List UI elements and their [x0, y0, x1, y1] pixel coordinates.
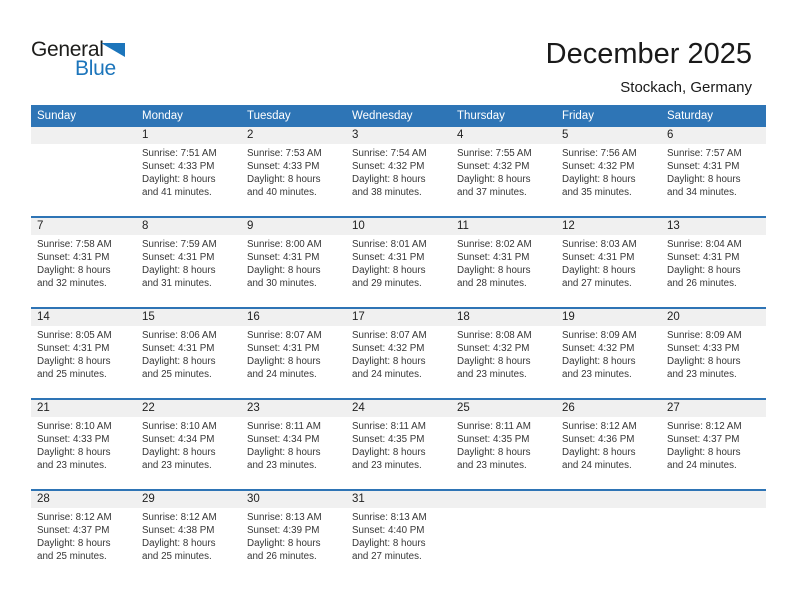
sunset-text: Sunset: 4:32 PM: [352, 161, 425, 172]
calendar-table: [31, 105, 766, 580]
day-number: 12: [562, 220, 575, 232]
sunset-text: Sunset: 4:33 PM: [247, 161, 320, 172]
daylight-text-line1: Daylight: 8 hours: [457, 265, 531, 276]
day-number: 11: [457, 220, 469, 232]
calendar-weeks: [31, 127, 766, 580]
daylight-text-line1: Daylight: 8 hours: [247, 174, 321, 185]
daylight-text-line2: and 26 minutes.: [667, 278, 737, 289]
sunrise-text: Sunrise: 7:54 AM: [352, 148, 427, 159]
sunset-text: Sunset: 4:34 PM: [247, 434, 320, 445]
day-cell: [451, 218, 556, 307]
sunrise-text: Sunrise: 8:10 AM: [142, 421, 217, 432]
daylight-text-line2: and 38 minutes.: [352, 187, 422, 198]
daylight-text-line1: Daylight: 8 hours: [142, 174, 216, 185]
day-sun-info: [136, 235, 241, 290]
sunrise-text: Sunrise: 8:09 AM: [562, 330, 637, 341]
daylight-text-line1: Daylight: 8 hours: [37, 538, 111, 549]
daylight-text-line2: and 25 minutes.: [37, 551, 107, 562]
sunset-text: Sunset: 4:31 PM: [562, 252, 635, 263]
day-sun-info: [556, 144, 661, 199]
sunrise-text: Sunrise: 8:13 AM: [247, 512, 322, 523]
day-number: 6: [667, 129, 674, 141]
daylight-text-line2: and 23 minutes.: [37, 460, 107, 471]
sunrise-text: Sunrise: 8:08 AM: [457, 330, 532, 341]
daylight-text-line1: Daylight: 8 hours: [142, 265, 216, 276]
sunrise-text: Sunrise: 8:12 AM: [37, 512, 112, 523]
sunrise-text: Sunrise: 8:09 AM: [667, 330, 742, 341]
sunset-text: Sunset: 4:31 PM: [457, 252, 530, 263]
week-row: [31, 398, 766, 489]
daylight-text-line1: Daylight: 8 hours: [562, 174, 636, 185]
sunset-text: Sunset: 4:40 PM: [352, 525, 425, 536]
daylight-text-line2: and 23 minutes.: [562, 369, 632, 380]
sunrise-text: Sunrise: 7:58 AM: [37, 239, 112, 250]
day-sun-info: [31, 508, 136, 563]
day-cell: [136, 309, 241, 398]
sunrise-text: Sunrise: 8:12 AM: [667, 421, 742, 432]
logo-text-general: General: [31, 38, 104, 61]
day-cell: [241, 309, 346, 398]
daylight-text-line2: and 24 minutes.: [352, 369, 422, 380]
sunrise-text: Sunrise: 7:51 AM: [142, 148, 217, 159]
day-number: 28: [37, 493, 50, 505]
sunrise-text: Sunrise: 8:07 AM: [247, 330, 322, 341]
empty-day-cell: [556, 491, 661, 580]
day-number: 10: [352, 220, 365, 232]
week-row: [31, 127, 766, 216]
daylight-text-line2: and 32 minutes.: [37, 278, 107, 289]
daylight-text-line1: Daylight: 8 hours: [667, 356, 741, 367]
day-number: 27: [667, 402, 680, 414]
day-sun-info: [556, 235, 661, 290]
day-sun-info: [451, 417, 556, 472]
sunset-text: Sunset: 4:31 PM: [247, 343, 320, 354]
day-number: 30: [247, 493, 260, 505]
daylight-text-line1: Daylight: 8 hours: [352, 174, 426, 185]
day-number: 8: [142, 220, 149, 232]
day-cell: [346, 127, 451, 216]
daylight-text-line2: and 25 minutes.: [142, 369, 212, 380]
sunrise-text: Sunrise: 8:11 AM: [352, 421, 426, 432]
day-sun-info: [31, 417, 136, 472]
day-of-week-label: Tuesday: [247, 110, 291, 122]
sunrise-text: Sunrise: 8:12 AM: [142, 512, 217, 523]
daylight-text-line2: and 23 minutes.: [667, 369, 737, 380]
sunset-text: Sunset: 4:33 PM: [667, 343, 740, 354]
sunrise-text: Sunrise: 8:01 AM: [352, 239, 427, 250]
daylight-text-line2: and 34 minutes.: [667, 187, 737, 198]
sunset-text: Sunset: 4:31 PM: [667, 252, 740, 263]
daylight-text-line2: and 29 minutes.: [352, 278, 422, 289]
day-cell: [136, 400, 241, 489]
day-number: 14: [37, 311, 50, 323]
daylight-text-line2: and 23 minutes.: [142, 460, 212, 471]
day-cell: [241, 127, 346, 216]
sunset-text: Sunset: 4:37 PM: [667, 434, 740, 445]
day-number: 25: [457, 402, 470, 414]
day-sun-info: [661, 326, 766, 381]
sunrise-text: Sunrise: 8:00 AM: [247, 239, 322, 250]
daylight-text-line2: and 41 minutes.: [142, 187, 212, 198]
day-of-week-label: Wednesday: [352, 110, 413, 122]
day-number: 31: [352, 493, 365, 505]
day-cell: [451, 400, 556, 489]
week-row: [31, 489, 766, 580]
sunrise-text: Sunrise: 8:07 AM: [352, 330, 427, 341]
week-row: [31, 307, 766, 398]
sunrise-text: Sunrise: 7:57 AM: [667, 148, 742, 159]
sunrise-text: Sunrise: 7:53 AM: [247, 148, 322, 159]
sunset-text: Sunset: 4:35 PM: [352, 434, 425, 445]
day-cell: [661, 309, 766, 398]
day-number: 13: [667, 220, 680, 232]
daylight-text-line1: Daylight: 8 hours: [352, 447, 426, 458]
day-sun-info: [451, 326, 556, 381]
day-of-week-label: Monday: [142, 110, 183, 122]
daylight-text-line2: and 30 minutes.: [247, 278, 317, 289]
day-number: 15: [142, 311, 155, 323]
day-number: 4: [457, 129, 464, 141]
day-cell: [346, 309, 451, 398]
day-cell: [136, 127, 241, 216]
day-number: 9: [247, 220, 254, 232]
sunrise-text: Sunrise: 7:56 AM: [562, 148, 637, 159]
day-cell: [31, 491, 136, 580]
sunset-text: Sunset: 4:33 PM: [37, 434, 110, 445]
day-cell: [556, 218, 661, 307]
day-number: 2: [247, 129, 254, 141]
day-cell: [31, 309, 136, 398]
sunset-text: Sunset: 4:31 PM: [247, 252, 320, 263]
day-cell: [661, 127, 766, 216]
sunrise-text: Sunrise: 8:03 AM: [562, 239, 637, 250]
daylight-text-line2: and 40 minutes.: [247, 187, 317, 198]
day-sun-info: [661, 417, 766, 472]
sunset-text: Sunset: 4:32 PM: [562, 161, 635, 172]
sunrise-text: Sunrise: 8:10 AM: [37, 421, 112, 432]
daylight-text-line2: and 25 minutes.: [37, 369, 107, 380]
day-sun-info: [661, 144, 766, 199]
day-of-week-label: Friday: [562, 110, 594, 122]
sunset-text: Sunset: 4:37 PM: [37, 525, 110, 536]
day-cell: [241, 400, 346, 489]
daylight-text-line1: Daylight: 8 hours: [352, 356, 426, 367]
day-sun-info: [241, 417, 346, 472]
day-number: 1: [142, 129, 149, 141]
daylight-text-line2: and 27 minutes.: [352, 551, 422, 562]
daylight-text-line2: and 28 minutes.: [457, 278, 527, 289]
sunset-text: Sunset: 4:36 PM: [562, 434, 635, 445]
sunset-text: Sunset: 4:31 PM: [37, 343, 110, 354]
day-sun-info: [346, 417, 451, 472]
sunset-text: Sunset: 4:32 PM: [457, 343, 530, 354]
daylight-text-line1: Daylight: 8 hours: [247, 356, 321, 367]
day-sun-info: [31, 235, 136, 290]
sunrise-text: Sunrise: 8:02 AM: [457, 239, 532, 250]
day-number: 5: [562, 129, 569, 141]
day-sun-info: [31, 326, 136, 381]
day-sun-info: [556, 326, 661, 381]
day-cell: [556, 309, 661, 398]
day-cell: [556, 400, 661, 489]
sunset-text: Sunset: 4:39 PM: [247, 525, 320, 536]
daylight-text-line1: Daylight: 8 hours: [457, 356, 531, 367]
day-cell: [346, 218, 451, 307]
day-number: 26: [562, 402, 575, 414]
sunset-text: Sunset: 4:31 PM: [142, 343, 215, 354]
day-cell: [241, 491, 346, 580]
day-sun-info: [451, 235, 556, 290]
day-cell: [241, 218, 346, 307]
sunset-text: Sunset: 4:31 PM: [667, 161, 740, 172]
day-sun-info: [241, 144, 346, 199]
day-number: 17: [352, 311, 365, 323]
daylight-text-line1: Daylight: 8 hours: [352, 265, 426, 276]
sunrise-text: Sunrise: 7:59 AM: [142, 239, 217, 250]
day-sun-info: [136, 508, 241, 563]
sunrise-text: Sunrise: 8:04 AM: [667, 239, 742, 250]
day-sun-info: [136, 326, 241, 381]
daylight-text-line1: Daylight: 8 hours: [37, 356, 111, 367]
daylight-text-line2: and 24 minutes.: [562, 460, 632, 471]
day-number: 19: [562, 311, 575, 323]
day-sun-info: [346, 508, 451, 563]
sunset-text: Sunset: 4:31 PM: [352, 252, 425, 263]
sunset-text: Sunset: 4:32 PM: [562, 343, 635, 354]
daylight-text-line1: Daylight: 8 hours: [562, 265, 636, 276]
day-number: 21: [37, 402, 50, 414]
daylight-text-line1: Daylight: 8 hours: [37, 265, 111, 276]
daylight-text-line1: Daylight: 8 hours: [667, 447, 741, 458]
daylight-text-line1: Daylight: 8 hours: [37, 447, 111, 458]
day-number: 23: [247, 402, 260, 414]
empty-day-cell: [661, 491, 766, 580]
sunset-text: Sunset: 4:34 PM: [142, 434, 215, 445]
daylight-text-line2: and 23 minutes.: [457, 460, 527, 471]
sunrise-text: Sunrise: 8:11 AM: [247, 421, 321, 432]
daylight-text-line1: Daylight: 8 hours: [142, 538, 216, 549]
daylight-text-line2: and 27 minutes.: [562, 278, 632, 289]
sunrise-text: Sunrise: 7:55 AM: [457, 148, 532, 159]
daylight-text-line1: Daylight: 8 hours: [667, 265, 741, 276]
day-number: 20: [667, 311, 680, 323]
day-cell: [661, 400, 766, 489]
daylight-text-line2: and 24 minutes.: [667, 460, 737, 471]
week-row: [31, 216, 766, 307]
daylight-text-line1: Daylight: 8 hours: [457, 174, 531, 185]
day-sun-info: [136, 417, 241, 472]
sunrise-text: Sunrise: 8:11 AM: [457, 421, 531, 432]
day-sun-info: [346, 144, 451, 199]
page-subtitle: Stockach, Germany: [620, 79, 752, 96]
daylight-text-line1: Daylight: 8 hours: [562, 447, 636, 458]
daylight-text-line1: Daylight: 8 hours: [352, 538, 426, 549]
day-sun-info: [241, 508, 346, 563]
day-cell: [136, 218, 241, 307]
sunset-text: Sunset: 4:38 PM: [142, 525, 215, 536]
daylight-text-line2: and 35 minutes.: [562, 187, 632, 198]
sunset-text: Sunset: 4:35 PM: [457, 434, 530, 445]
sunset-text: Sunset: 4:31 PM: [37, 252, 110, 263]
sunset-text: Sunset: 4:32 PM: [457, 161, 530, 172]
day-sun-info: [241, 326, 346, 381]
sunrise-text: Sunrise: 8:06 AM: [142, 330, 217, 341]
daylight-text-line2: and 26 minutes.: [247, 551, 317, 562]
sunset-text: Sunset: 4:33 PM: [142, 161, 215, 172]
daylight-text-line1: Daylight: 8 hours: [247, 447, 321, 458]
title-block: [546, 38, 752, 96]
day-of-week-label: Thursday: [457, 110, 505, 122]
daylight-text-line2: and 37 minutes.: [457, 187, 527, 198]
daylight-text-line2: and 25 minutes.: [142, 551, 212, 562]
day-cell: [661, 218, 766, 307]
day-cell: [31, 218, 136, 307]
sunset-text: Sunset: 4:32 PM: [352, 343, 425, 354]
day-of-week-label: Sunday: [37, 110, 77, 122]
day-sun-info: [451, 144, 556, 199]
daylight-text-line1: Daylight: 8 hours: [142, 447, 216, 458]
day-cell: [136, 491, 241, 580]
day-number: 7: [37, 220, 44, 232]
daylight-text-line2: and 31 minutes.: [142, 278, 212, 289]
daylight-text-line1: Daylight: 8 hours: [667, 174, 741, 185]
day-sun-info: [346, 235, 451, 290]
day-cell: [31, 400, 136, 489]
daylight-text-line2: and 23 minutes.: [352, 460, 422, 471]
day-number: 16: [247, 311, 260, 323]
day-number: 18: [457, 311, 470, 323]
daylight-text-line1: Daylight: 8 hours: [457, 447, 531, 458]
daylight-text-line2: and 24 minutes.: [247, 369, 317, 380]
day-sun-info: [556, 417, 661, 472]
empty-day-cell: [451, 491, 556, 580]
day-number: 29: [142, 493, 155, 505]
sunrise-text: Sunrise: 8:12 AM: [562, 421, 637, 432]
day-sun-info: [346, 326, 451, 381]
sunset-text: Sunset: 4:31 PM: [142, 252, 215, 263]
logo-text-blue: Blue: [75, 57, 116, 80]
empty-day-cell: [31, 127, 136, 216]
day-sun-info: [661, 235, 766, 290]
day-cell: [451, 127, 556, 216]
day-number: 22: [142, 402, 155, 414]
daylight-text-line1: Daylight: 8 hours: [247, 265, 321, 276]
day-sun-info: [136, 144, 241, 199]
daylight-text-line1: Daylight: 8 hours: [142, 356, 216, 367]
day-cell: [346, 491, 451, 580]
day-cell: [451, 309, 556, 398]
daylight-text-line1: Daylight: 8 hours: [247, 538, 321, 549]
day-cell: [346, 400, 451, 489]
sunrise-text: Sunrise: 8:13 AM: [352, 512, 427, 523]
page-title: December 2025: [545, 38, 752, 70]
day-number: 24: [352, 402, 365, 414]
day-of-week-label: Saturday: [667, 110, 714, 122]
sunrise-text: Sunrise: 8:05 AM: [37, 330, 112, 341]
logo-triangle-icon: [101, 43, 125, 57]
day-cell: [556, 127, 661, 216]
general-blue-logo: [31, 38, 141, 84]
day-of-week-header-row: [31, 105, 766, 127]
daylight-text-line2: and 23 minutes.: [247, 460, 317, 471]
day-sun-info: [241, 235, 346, 290]
daylight-text-line2: and 23 minutes.: [457, 369, 527, 380]
day-number: 3: [352, 129, 359, 141]
daylight-text-line1: Daylight: 8 hours: [562, 356, 636, 367]
